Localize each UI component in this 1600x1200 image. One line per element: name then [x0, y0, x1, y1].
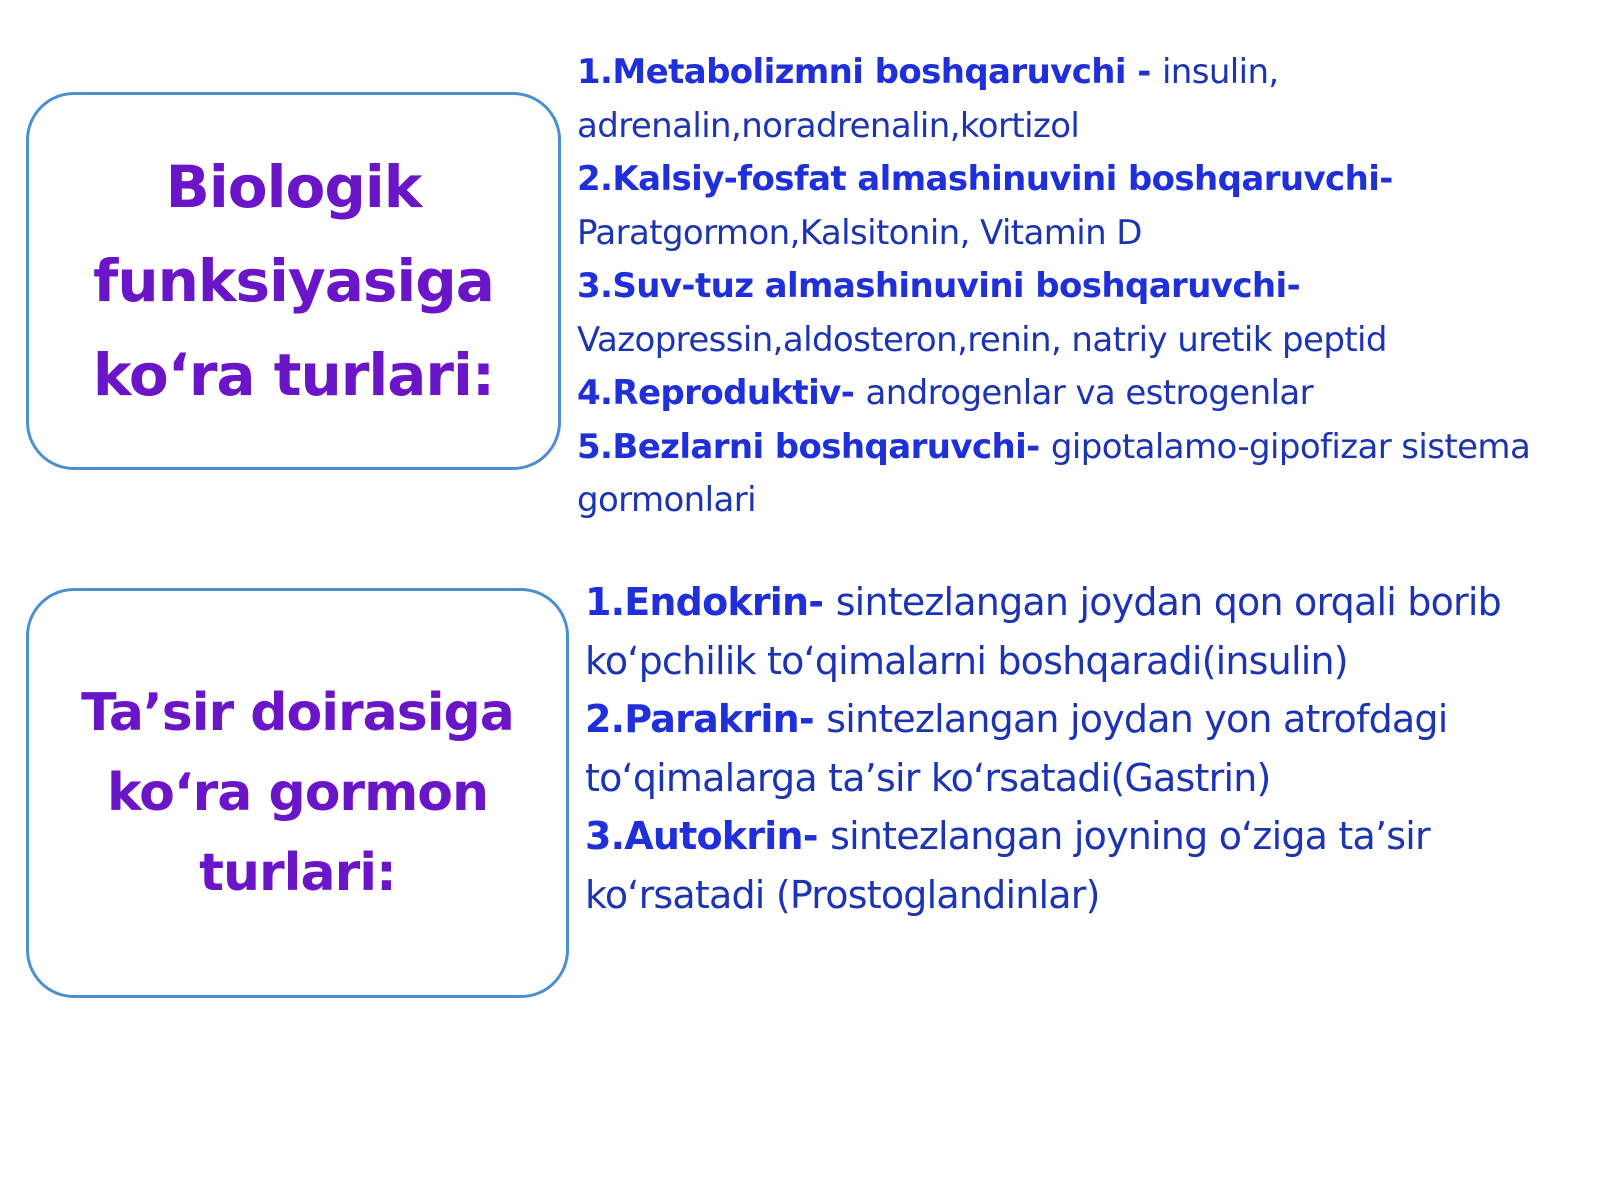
list-item	[577, 367, 1577, 421]
list-item	[577, 260, 1577, 367]
title-line: turlari:	[199, 843, 396, 903]
item-text: Vazopressin,aldosteron,renin, natriy uretik peptid	[577, 319, 1387, 360]
item-text: sintezlangan joydan yon atrofdagi to‘qimalarga ta’sir ko‘rsatadi(Gastrin)	[585, 697, 1448, 800]
biological-function-box	[26, 92, 561, 470]
biological-function-list	[577, 46, 1577, 528]
item-text: androgenlar va estrogenlar	[865, 373, 1314, 413]
item-text: Paratgormon,Kalsitonin, Vitamin D	[577, 212, 1142, 253]
title-line: ko‘ra gormon	[106, 763, 488, 823]
item-text: insulin, adrenalin,noradrenalin,kortizol	[577, 52, 1279, 146]
title-line: Biologik	[165, 153, 422, 221]
biological-function-title	[93, 140, 494, 422]
list-item	[577, 153, 1577, 260]
scope-of-action-list	[585, 573, 1585, 924]
scope-of-action-title	[81, 673, 514, 913]
item-lead: 1.Metabolizmnі boshqaruvchi -	[577, 52, 1162, 92]
item-lead: 2.Parakrin-	[585, 697, 827, 741]
item-lead: 2.Kalsiy-fosfat almashinuvini boshqaruvchi-	[577, 159, 1393, 199]
list-item	[577, 421, 1577, 528]
list-item	[577, 46, 1577, 153]
list-item	[585, 807, 1585, 924]
list-item	[585, 690, 1585, 807]
item-text: sintezlangan joydan qon orqali borib ko‘pchilik to‘qimalarni boshqaradi(insulin)	[585, 580, 1501, 683]
item-lead: 3.Suv-tuz almashinuvini boshqaruvchi-	[577, 266, 1301, 306]
title-line: Ta’sir doirasiga	[81, 683, 514, 743]
item-lead: 5.Bezlarni boshqaruvchi-	[577, 426, 1051, 467]
item-lead: 3.Autokrin-	[585, 814, 831, 858]
title-line: ko‘ra turlari:	[92, 341, 495, 409]
item-text: gipotalamo-gipofizar sistema gormonlari	[577, 426, 1531, 520]
item-lead: 4.Reproduktiv-	[577, 373, 866, 413]
item-text: sintezlangan joyning o‘ziga ta’sir ko‘rsatadi (Prostoglandinlar)	[585, 814, 1430, 917]
title-line: funksiyasiga	[93, 247, 494, 315]
item-lead: 1.Endokrin-	[585, 580, 836, 624]
scope-of-action-box	[26, 588, 569, 998]
list-item	[585, 573, 1585, 690]
